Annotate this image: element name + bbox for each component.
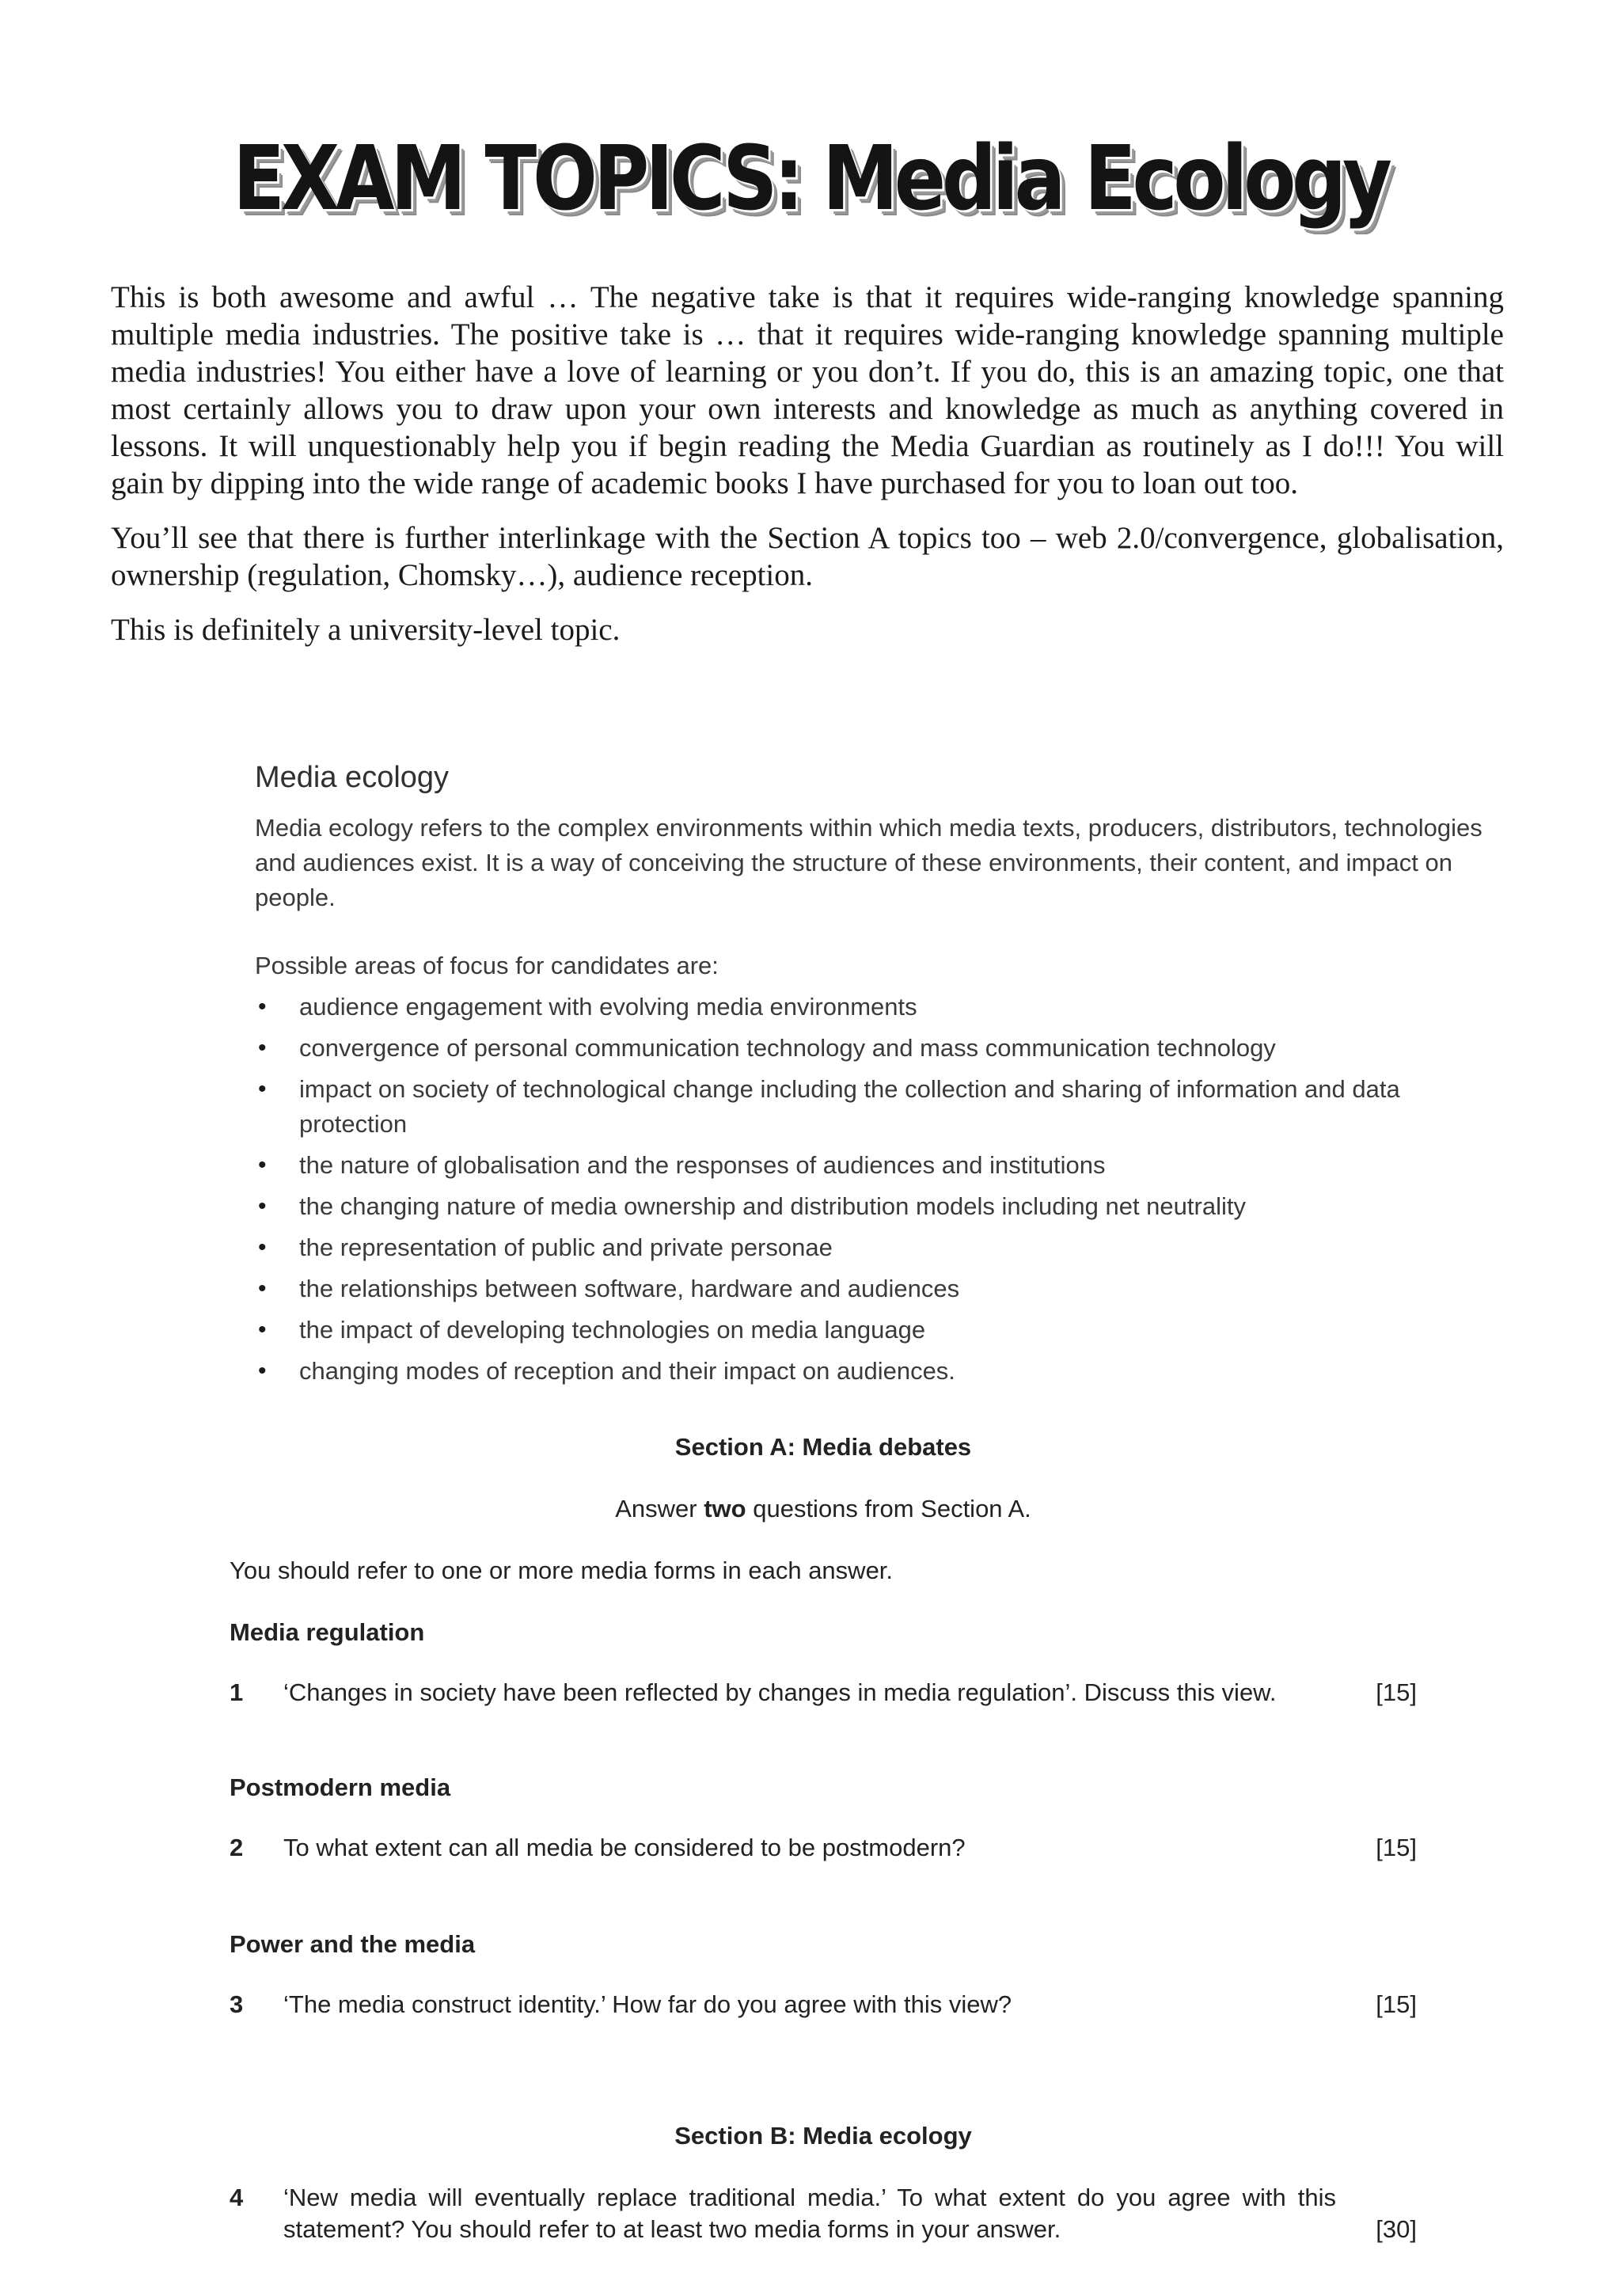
question-number: 1 [230,1678,244,1706]
bullet-icon: • [258,1035,267,1061]
question-mark: [15] [1376,1834,1417,1861]
focus-area-item: • audience engagement with evolving media environments [255,990,1513,1024]
focus-area-item: • the nature of globalisation and the responses of audiences and institutions [255,1148,1513,1183]
question-number: 3 [230,1990,244,2018]
bullet-icon: • [258,994,267,1020]
question-topic: Media regulation [230,1618,425,1646]
intro-paragraph-3: This is definitely a university-level topic. [111,613,621,647]
focus-area-item: • impact on society of technological change including the collection and sharing of information and data protection [255,1072,1513,1142]
section-b-heading: Section B: Media ecology [674,2122,972,2150]
bullet-icon: • [258,1076,267,1102]
bullet-icon: • [258,1234,267,1260]
intro-paragraph-1: This is both awesome and awful … The negative take is that it requires wide-ranging knowledge spanning multiple media industries. The positive take is … that it requires wide-ranging knowledge spanning multiple media industries! You either have a love of learning or you don’t. If you do, this is an amazing topic, one that most certainly allows you to draw upon your own interests and knowledge as much as anything covered in lessons. It will unquestionably help you if begin reading the Media Guardian as routinely as I do!!! You will gain by dipping into the wide range of academic books I have purchased for you to loan out too. [111,280,1504,500]
bullet-icon: • [258,1275,267,1302]
question-text: ‘The media construct identity.’ How far do you agree with this view? [283,1990,1012,2018]
section-a-note: You should refer to one or more media forms in each answer. [230,1557,894,1584]
focus-area-item: • the relationships between software, hardware and audiences [255,1272,1513,1306]
focus-area-item: • changing modes of reception and their impact on audiences. [255,1354,1513,1389]
question-text: ‘New media will eventually replace traditional media.’ To what extent do you agree with this statement? You should refer to at least two media forms in your answer. [283,2184,1336,2243]
question-mark: [30] [1376,2215,1417,2243]
spec-areas-intro: Possible areas of focus for candidates are: [255,952,719,979]
focus-area-item: • the representation of public and private personae [255,1230,1513,1265]
spec-excerpt [255,760,1513,1395]
section-a-instruction: Answer two questions from Section A. [615,1495,1031,1522]
bullet-icon: • [258,1317,267,1343]
question-mark: [15] [1376,1678,1417,1706]
page-title: EXAM TOPICS: Media Ecology [233,127,1388,230]
question-topic: Postmodern media [230,1773,451,1801]
focus-area-item: • the impact of developing technologies on media language [255,1313,1513,1348]
intro-paragraph-2: You’ll see that there is further interlinkage with the Section A topics too – web 2.0/convergence, globalisation, ownership (regulation, Chomsky…), audience reception. [111,521,1504,592]
focus-area-list [255,990,1513,1389]
question-text: To what extent can all media be considered to be postmodern? [283,1834,966,1861]
question-number: 2 [230,1834,244,1861]
spec-heading: Media ecology [255,761,450,794]
bullet-icon: • [258,1193,267,1219]
question-topic: Power and the media [230,1930,476,1958]
focus-area-item: • convergence of personal communication technology and mass communication technology [255,1031,1513,1066]
bullet-icon: • [258,1152,267,1178]
question-number: 4 [230,2184,244,2211]
section-a-heading: Section A: Media debates [674,1433,972,1461]
focus-area-item: • the changing nature of media ownership and distribution models including net neutrality [255,1189,1513,1224]
spec-description: Media ecology refers to the complex environments within which media texts, producers, distributors, technologies and audiences exist. It is a way of conceiving the structure of these environments, their content, and impact on people. [255,814,1482,911]
bullet-icon: • [258,1358,267,1384]
question-mark: [15] [1376,1990,1417,2018]
intro-text [111,279,1504,666]
question-text: ‘Changes in society have been reflected by changes in media regulation’. Discuss this view. [283,1678,1277,1706]
